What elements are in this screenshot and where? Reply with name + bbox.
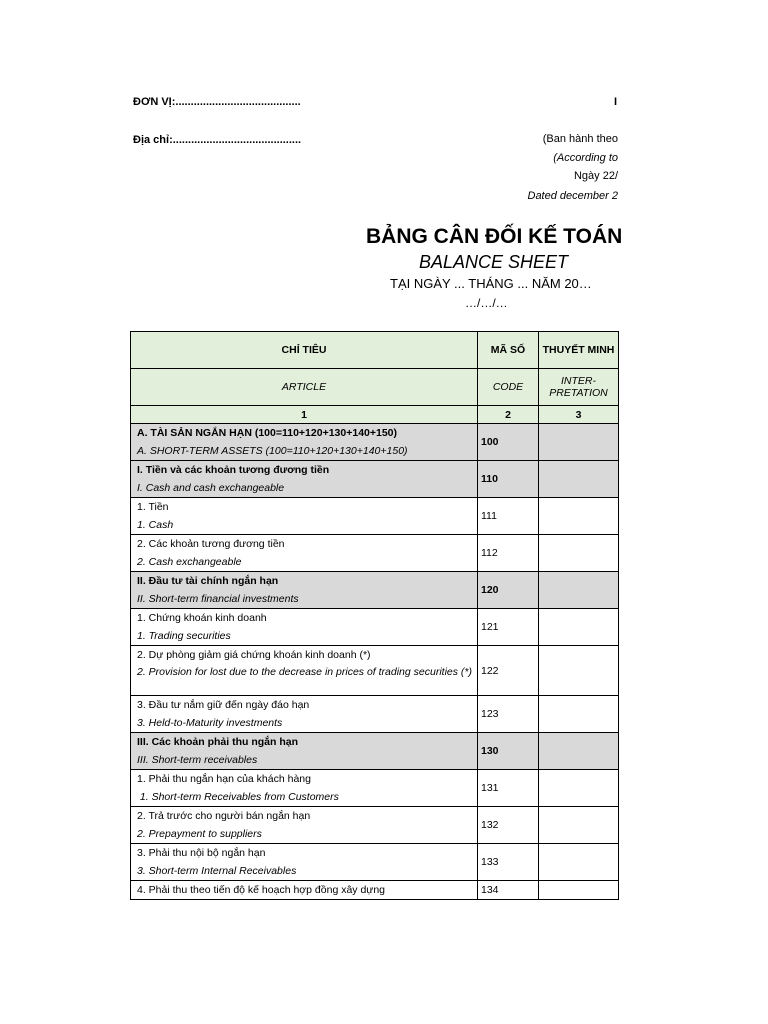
column-header-code-en: CODE <box>478 369 539 406</box>
row-code: 132 <box>478 807 539 844</box>
row-label-vn: 3. Đầu tư nắm giữ đến ngày đáo hạn <box>137 699 310 711</box>
row-label-en: 3. Short-term Internal Receivables <box>137 865 297 877</box>
row-label-vn: 2. Các khoản tương đương tiền <box>137 538 285 550</box>
row-label-vn: A. TÀI SẢN NGẮN HẠN (100=110+120+130+140+150) <box>137 427 398 439</box>
row-label-vn: 3. Phải thu nội bộ ngắn hạn <box>137 847 266 859</box>
row-label-en: A. SHORT-TERM ASSETS (100=110+120+130+140+150) <box>137 445 408 457</box>
dated-text: Dated december 2 <box>527 190 618 202</box>
row-note <box>539 498 619 535</box>
row-label-en: 1. Short-term Receivables from Customers <box>137 791 339 803</box>
page-title: BẢNG CÂN ĐỐI KẾ TOÁN <box>366 225 623 248</box>
row-label-en: 3. Held-to-Maturity investments <box>137 717 283 729</box>
row-label-en: II. Short-term financial investments <box>137 593 299 605</box>
row-label-en: I. Cash and cash exchangeable <box>137 482 285 494</box>
row-code: 120 <box>478 572 539 609</box>
row-code: 110 <box>478 461 539 498</box>
column-header-article: CHỈ TIÊU <box>131 332 478 369</box>
table-row <box>131 609 619 646</box>
row-code: 122 <box>478 646 539 696</box>
issued-by-text: (Ban hành theo <box>542 133 618 145</box>
table-row <box>131 424 619 461</box>
table-row <box>131 881 619 900</box>
row-code: 131 <box>478 770 539 807</box>
row-code: 100 <box>478 424 539 461</box>
row-label-vn: 2. Dự phòng giảm giá chứng khoán kinh doanh (*) <box>137 649 371 661</box>
address-label: Địa chỉ:.......................................... <box>133 134 302 146</box>
table-header-row <box>131 332 619 369</box>
report-date-short: …/…/… <box>465 296 508 310</box>
table-row <box>131 572 619 609</box>
row-code: 112 <box>478 535 539 572</box>
table-row <box>131 498 619 535</box>
row-label-en: 2. Prepayment to suppliers <box>137 828 262 840</box>
report-date-line: TẠI NGÀY ... THÁNG ... NĂM 20… <box>390 276 592 291</box>
row-label-vn: 1. Tiền <box>137 501 169 513</box>
row-code: 130 <box>478 733 539 770</box>
row-note <box>539 881 619 900</box>
row-note <box>539 807 619 844</box>
row-label-vn: 1. Chứng khoán kinh doanh <box>137 612 267 624</box>
row-label-en: 2. Cash exchangeable <box>137 556 242 568</box>
table-row <box>131 461 619 498</box>
row-code: 133 <box>478 844 539 881</box>
column-index-3: 3 <box>539 406 619 424</box>
row-label-en: 1. Trading securities <box>137 630 231 642</box>
column-index-2: 2 <box>478 406 539 424</box>
table-row <box>131 646 619 696</box>
column-index-1: 1 <box>131 406 478 424</box>
row-note <box>539 733 619 770</box>
row-label-en: 2. Provision for lost due to the decrease in prices of trading securities (*) <box>137 666 472 678</box>
according-to-text: (According to <box>553 152 618 164</box>
table-row <box>131 807 619 844</box>
row-label-vn: 4. Phải thu theo tiến độ kế hoạch hợp đồng xây dựng <box>137 884 386 896</box>
row-note <box>539 770 619 807</box>
row-label-vn: 1. Phải thu ngắn hạn của khách hàng <box>137 773 311 785</box>
row-label-vn: II. Đầu tư tài chính ngắn hạn <box>137 575 279 587</box>
row-note <box>539 424 619 461</box>
row-note <box>539 535 619 572</box>
column-index-row <box>131 406 619 424</box>
row-note <box>539 572 619 609</box>
row-note <box>539 646 619 696</box>
table-row <box>131 844 619 881</box>
table-row <box>131 535 619 572</box>
table-row <box>131 770 619 807</box>
row-label-vn: I. Tiền và các khoản tương đương tiền <box>137 464 330 476</box>
row-label-vn: III. Các khoản phải thu ngắn hạn <box>137 736 299 748</box>
unit-label: ĐƠN VỊ:......................................... <box>133 96 301 108</box>
column-header-note: THUYẾT MINH <box>539 332 619 369</box>
column-header-article-en: ARTICLE <box>131 369 478 406</box>
table-row <box>131 733 619 770</box>
row-note <box>539 609 619 646</box>
row-code: 123 <box>478 696 539 733</box>
row-note <box>539 696 619 733</box>
header-edge-text: I <box>614 96 618 108</box>
row-code: 111 <box>478 498 539 535</box>
issue-date-text: Ngày 22/ <box>573 170 618 182</box>
page-subtitle: BALANCE SHEET <box>419 252 569 272</box>
row-label-en: III. Short-term receivables <box>137 754 258 766</box>
row-code: 134 <box>478 881 539 900</box>
row-note <box>539 844 619 881</box>
column-header-code: MÃ SỐ <box>478 332 539 369</box>
row-note <box>539 461 619 498</box>
balance-sheet-table <box>130 331 619 900</box>
row-label-vn: 2. Trả trước cho người bán ngắn hạn <box>137 810 311 822</box>
row-code: 121 <box>478 609 539 646</box>
table-header-row-en <box>131 369 619 406</box>
table-row <box>131 696 619 733</box>
column-header-note-en: INTER-PRETATION <box>539 369 619 406</box>
row-label-en: 1. Cash <box>137 519 174 531</box>
